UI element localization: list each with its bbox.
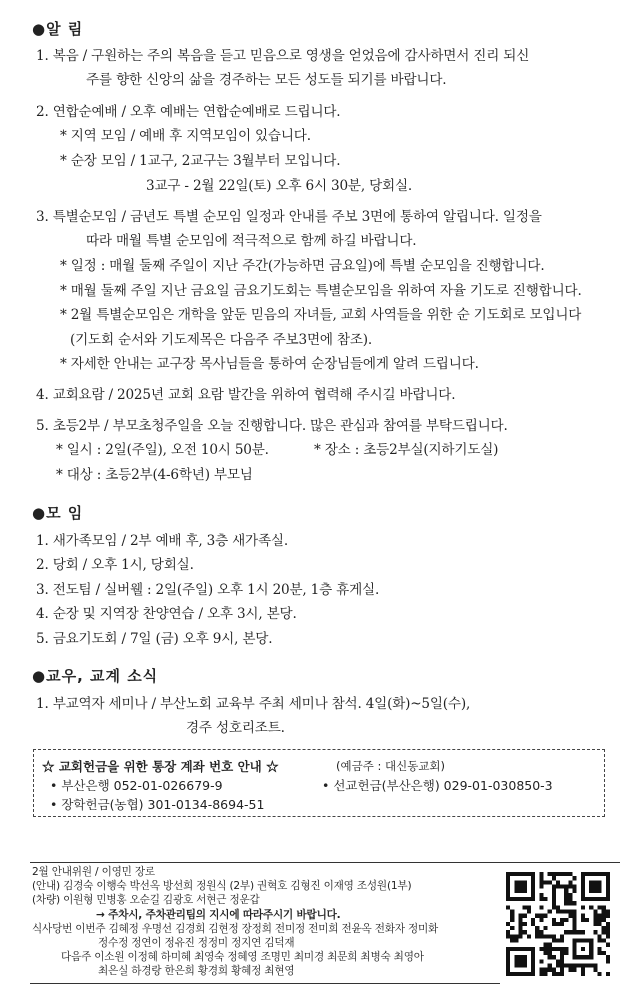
notice-line: * 대상 : 초등2부(4-6학년) 부모님 xyxy=(56,467,253,483)
meeting-line: 5. 금요기도회 / 7일 (금) 오후 9시, 본당. xyxy=(36,631,273,647)
footer-line: → 주차시, 주차관리팀의 지시에 따라주시기 바랍니다. xyxy=(96,909,341,921)
meeting-line: 2. 당회 / 오후 1시, 당회실. xyxy=(36,557,194,573)
notice-line: * 일시 : 2일(주일), 오전 10시 50분. xyxy=(56,442,269,458)
notice-line: 3. 특별순모임 / 금년도 특별 순모임 일정과 안내를 주보 3면에 통하여 알립니다. 일정을 xyxy=(36,209,542,225)
footer-line: 식사당번 이번주 김혜정 우명선 김경희 김현정 장정희 전미정 전미희 전윤옥 전화자 정미화 xyxy=(32,923,439,935)
footer-divider xyxy=(30,862,620,863)
footer-line: 최은실 하경랑 한은희 황경희 황혜정 최현영 xyxy=(98,965,295,977)
notice-line: 주를 향한 신앙의 삶을 경주하는 모든 성도들 되기를 바랍니다. xyxy=(86,72,447,88)
notice-line: 따라 매월 특별 순모임에 적극적으로 함께 하길 바랍니다. xyxy=(86,233,417,249)
meeting-line: 1. 새가족모임 / 2부 예배 후, 3층 새가족실. xyxy=(36,533,288,549)
meeting-line: 3. 전도팀 / 실버웰 : 2일(주일) 오후 1시 20분, 1층 휴게실. xyxy=(36,582,380,598)
bank-account-box xyxy=(33,749,605,817)
notice-line: 5. 초등2부 / 부모초청주일을 오늘 진행합니다. 많은 관심과 참여를 부탁드립니다. xyxy=(36,418,508,434)
news-line: 경주 성호리조트. xyxy=(186,720,285,736)
bank-holder: (예금주 : 대신동교회) xyxy=(336,759,446,773)
notice-line: * 장소 : 초등2부실(지하기도실) xyxy=(314,442,499,458)
notice-line: 2. 연합순예배 / 오후 예배는 연합순예배로 드립니다. xyxy=(36,104,341,120)
qr-code-icon xyxy=(506,872,610,976)
notice-line: (기도회 순서와 기도제목은 다음주 주보3면에 참조). xyxy=(70,332,373,348)
meeting-line: 4. 순장 및 지역장 찬양연습 / 오후 3시, 본당. xyxy=(36,606,297,622)
notice-line: * 일정 : 매월 둘째 주일이 지난 주간(가능하면 금요일)에 특별 순모임을 진행합니다. xyxy=(60,258,545,274)
footer-line: 다음주 이소원 이정혜 하미혜 최영숙 정혜영 조명민 최미경 최문희 최병숙 최영아 xyxy=(61,951,424,963)
bank-header: ☆ 교회헌금을 위한 통장 계좌 번호 안내 ☆ xyxy=(42,759,279,774)
footer-divider xyxy=(30,983,500,984)
footer-line: (안내) 김경숙 이행숙 박선옥 방선희 정원식 (2부) 권혁호 김형진 이재영 조성원(1부) xyxy=(32,880,412,892)
footer-line: (차량) 이원형 민병홍 오순길 김광호 서현근 정운갑 xyxy=(32,894,260,906)
notice-line: * 순장 모임 / 1교구, 2교구는 3월부터 모입니다. xyxy=(60,153,341,169)
notice-line: * 매월 둘째 주일 지난 금요일 금요기도회는 특별순모임을 위하여 자율 기도로 진행합니다. xyxy=(60,283,582,299)
bank-account: • 선교헌금(부산은행) 029-01-030850-3 xyxy=(322,778,553,793)
notice-line: 3교구 - 2월 22일(토) 오후 6시 30분, 당회실. xyxy=(146,178,413,194)
notice-line: * 2월 특별순모임은 개학을 앞둔 믿음의 자녀들, 교회 사역들을 위한 순 기도회로 모입니다 xyxy=(60,307,582,323)
notice-line: 4. 교회요람 / 2025년 교회 요람 발간을 위하여 협력해 주시길 바랍니다. xyxy=(36,387,456,403)
bank-account: • 부산은행 052-01-026679-9 xyxy=(50,778,223,793)
bank-account: • 장학헌금(농협) 301-0134-8694-51 xyxy=(50,797,265,812)
notice-line: * 자세한 안내는 교구장 목사님들을 통하여 순장님들에게 알려 드립니다. xyxy=(60,356,479,372)
news-line: 1. 부교역자 세미나 / 부산노회 교육부 주최 세미나 참석. 4일(화)~5일(수), xyxy=(36,696,471,712)
meetings-title: ●모 임 xyxy=(32,504,84,522)
notice-line: 1. 복음 / 구원하는 주의 복음을 듣고 믿음으로 영생을 얻었음에 감사하면서 진리 되신 xyxy=(36,48,530,64)
notice-line: * 지역 모임 / 예배 후 지역모임이 있습니다. xyxy=(60,128,311,144)
notices-title: ●알 림 xyxy=(32,20,84,38)
footer-line: 정수정 정연이 정유진 정정미 정지연 김덕재 xyxy=(98,937,295,949)
news-title: ●교우, 교계 소식 xyxy=(32,667,159,685)
footer-line: 2월 안내위원 / 이영민 장로 xyxy=(32,866,155,878)
